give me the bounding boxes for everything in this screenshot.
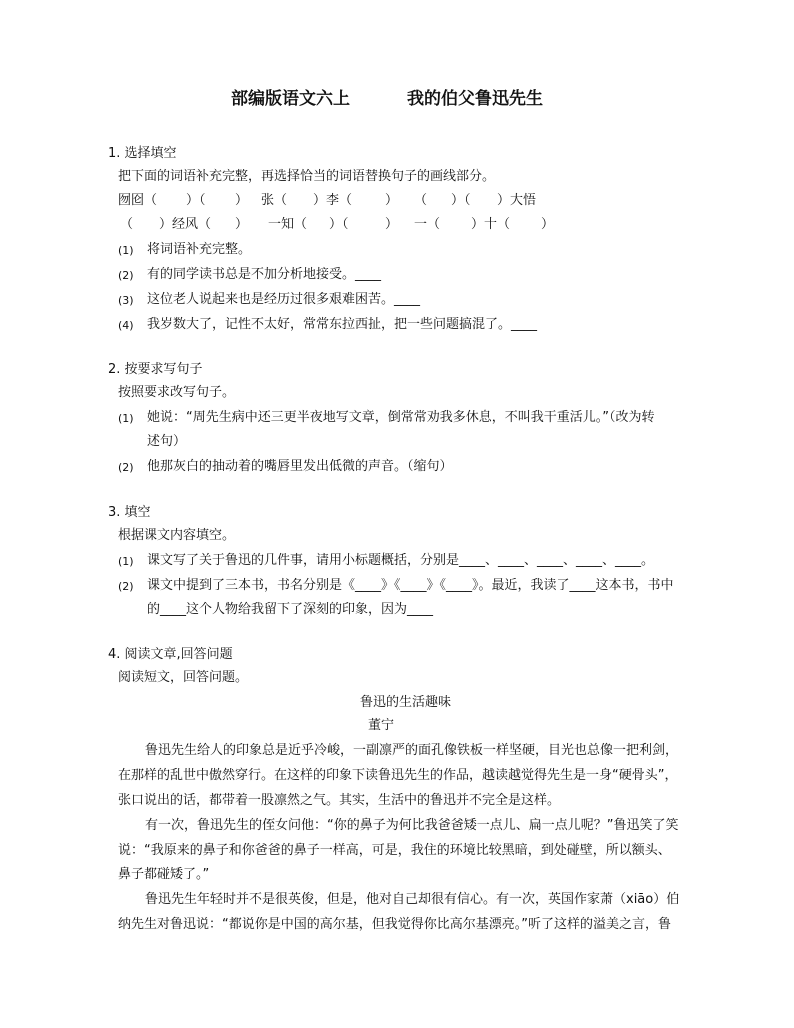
word-blank-fragment: ） [385,193,399,208]
article-line: 鲁迅先生给人的印象总是近乎冷峻，一副凛严的面孔像铁板一样坚硬，目光也总像一把利剑， [145,743,679,758]
q2-instruction: 按照要求改写句子。 [118,385,236,400]
lesson-title: 我的伯父鲁迅先生 [407,89,543,109]
word-blank-fragment: ） [385,217,399,232]
article-line: 有一次，鲁迅先生的侄女问他：“你的鼻子为何比我爸爸矮一点儿、扁一点儿呢？”鲁迅笑了笑 [145,818,679,833]
item-number: (2) [118,269,134,282]
word-blank-fragment: ）（ [451,193,471,208]
q4-instruction: 阅读短文，回答问题。 [118,670,249,685]
word-blank-fragment: ）大悟 [497,193,537,208]
q1-heading: 1. 选择填空 [108,146,177,161]
word-blank-fragment: 一（ [414,217,441,232]
article-line: 在那样的乱世中傲然穿行。在这样的印象下读鲁迅先生的作品，越读越觉得先生是一身“硬骨头”， [118,768,678,783]
item-text: 他那灰白的抽动着的嘴唇里发出低微的声音。（缩句） [147,459,453,474]
q3-instruction: 根据课文内容填空。 [118,528,236,543]
word-blank-fragment: ） [235,193,249,208]
item-number: (2) [118,461,134,474]
item-text-continued: 的____这个人物给我留下了深刻的印象，因为____ [147,602,434,617]
item-text: 课文写了关于鲁迅的几件事，请用小标题概括，分别是____、____、____、____、____。 [147,553,655,568]
word-blank-fragment: 囫囵（ [118,193,158,208]
article-line: 鲁迅先生年轻时并不是很英俊，但是，他对自己却很有信心。有一次，英国作家萧（xiāo）伯 [145,892,680,907]
item-text: 课文中提到了三本书，书名分别是《____》《____》《____》。最近，我读了____这本书，书中 [147,578,674,593]
word-blank-fragment: ） [541,217,555,232]
article-line: 张口说出的话，都带着一股凛然之气。其实，生活中的鲁迅并不完全是这样。 [118,793,561,808]
q3-heading: 3. 填空 [108,505,151,520]
word-blank-fragment: ） [235,217,249,232]
word-blank-fragment: ）经风（ [159,217,212,232]
item-text: 这位老人说起来也是经历过很多艰难困苦。____ [147,292,421,307]
grade-title: 部编版语文六上 [231,89,350,109]
item-text: 我岁数大了，记性不太好，常常东拉西扯，把一些问题搞混了。____ [147,317,538,332]
item-number: (1) [118,412,134,425]
item-number: (1) [118,244,134,257]
word-blank-fragment: ）十（ [471,217,511,232]
word-blank-fragment: 张（ [261,193,288,208]
item-text-continued: 述句） [147,434,187,449]
item-text: 她说：“周先生病中还三更半夜地写文章，倒常常劝我多休息，不叫我干重活儿。”（改为转 [147,410,655,425]
word-blank-fragment: 一知（ [268,217,308,232]
item-number: (3) [118,294,134,307]
article-line: 鼻子都碰矮了。” [118,867,210,882]
word-blank-fragment: ）（ [329,217,349,232]
item-text: 将词语补充完整。 [147,242,252,257]
article-author: 董宁 [368,718,395,733]
q1-instruction: 把下面的词语补充完整，再选择恰当的词语替换句子的画线部分。 [118,169,496,184]
word-blank-fragment: （ [120,217,134,232]
word-blank-fragment: ）（ [186,193,206,208]
item-number: (1) [118,555,134,568]
item-number: (2) [118,580,134,593]
article-title: 鲁迅的生活趣味 [360,695,452,710]
q4-heading: 4. 阅读文章,回答问题 [108,647,233,662]
article-line: 纳先生对鲁迅说：“都说你是中国的高尔基，但我觉得你比高尔基漂亮。”听了这样的溢美之言，鲁 [118,917,671,932]
word-blank-fragment: （ [414,193,428,208]
item-number: (4) [118,319,134,332]
q2-heading: 2. 按要求写句子 [108,362,203,377]
article-line: 说：“我原来的鼻子和你爸爸的鼻子一样高，可是，我住的环境比较黑暗，到处碰壁，所以额头、 [118,843,671,858]
word-blank-fragment: ）李（ [313,193,353,208]
item-text: 有的同学读书总是不加分析地接受。____ [147,267,382,282]
